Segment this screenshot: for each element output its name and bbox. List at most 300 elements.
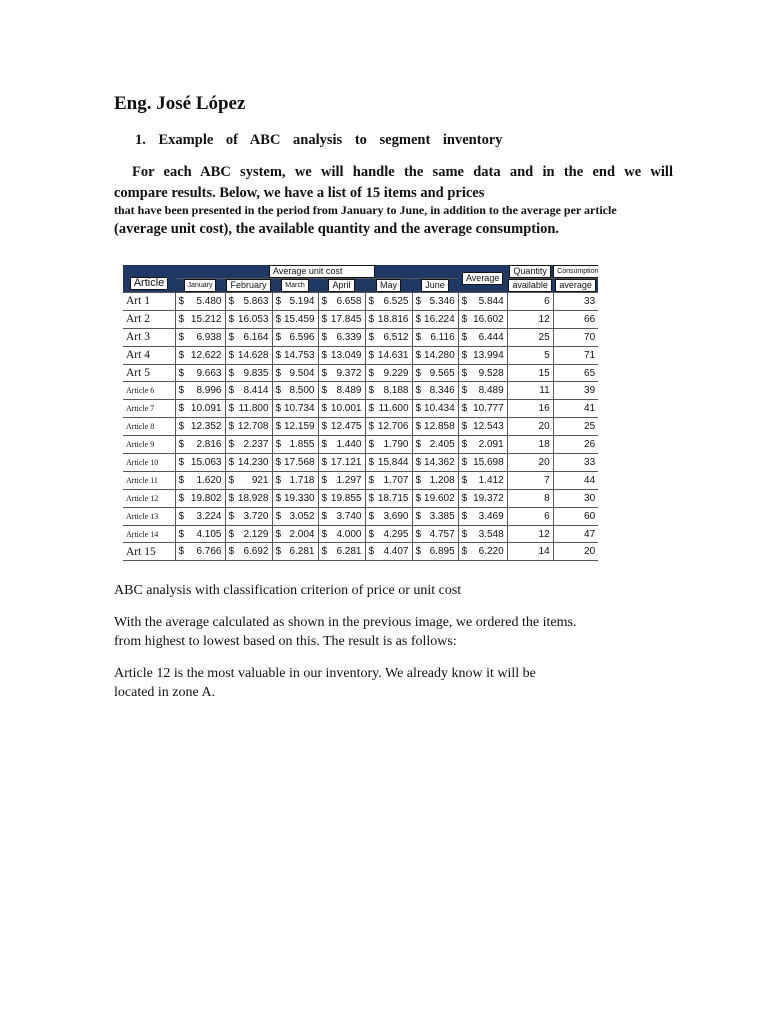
currency-symbol: $ [318,346,327,364]
table-row [123,489,598,507]
quantity-available-cell: 20 [507,418,553,436]
monthly-cost-cell: 17.845 [327,310,365,328]
currency-symbol: $ [272,454,281,472]
currency-symbol: $ [318,525,327,543]
currency-symbol: $ [365,489,374,507]
average-consumption-cell: 20 [553,543,598,561]
currency-symbol: $ [175,293,184,311]
monthly-cost-cell: 18.816 [374,310,412,328]
currency-symbol: $ [412,489,421,507]
monthly-cost-cell: 3.690 [374,507,412,525]
currency-symbol: $ [272,382,281,400]
currency-symbol: $ [175,400,184,418]
currency-symbol: $ [458,418,467,436]
currency-symbol: $ [318,364,327,382]
currency-symbol: $ [318,328,327,346]
intro-line-2: compare results. Below, we have a list of 15 items and prices [114,185,485,201]
currency-symbol: $ [175,418,184,436]
average-cost-cell: 19.372 [467,489,507,507]
table-row [123,293,598,311]
header-article: Article [130,277,169,290]
header-avg-unit-cost: Average unit cost [269,265,375,278]
currency-symbol: $ [458,436,467,454]
monthly-cost-cell: 8.414 [234,382,272,400]
currency-symbol: $ [412,507,421,525]
paragraph-article-12-line-1: Article 12 is the most valuable in our inventory. We already know it will be [114,666,536,681]
currency-symbol: $ [458,489,467,507]
month-header-feb: February [226,279,270,292]
monthly-cost-cell: 8.188 [374,382,412,400]
average-consumption-cell: 41 [553,400,598,418]
currency-symbol: $ [365,543,374,561]
header-consumption-avg-cell [553,279,598,293]
currency-symbol: $ [458,382,467,400]
table-row [123,364,598,382]
currency-symbol: $ [272,418,281,436]
month-header-cell [412,279,458,293]
currency-symbol: $ [175,328,184,346]
monthly-cost-cell: 9.229 [374,364,412,382]
table-row [123,471,598,489]
table-row [123,543,598,561]
month-header-mar: March [281,279,308,292]
monthly-cost-cell: 6.512 [374,328,412,346]
inventory-table-figure [123,265,599,558]
currency-symbol: $ [318,418,327,436]
currency-symbol: $ [225,543,234,561]
monthly-cost-cell: 18.928 [234,489,272,507]
average-consumption-cell: 66 [553,310,598,328]
currency-symbol: $ [365,418,374,436]
table-row [123,400,598,418]
monthly-cost-cell: 15.063 [184,454,225,472]
month-header-cell [272,279,318,293]
currency-symbol: $ [175,471,184,489]
currency-symbol: $ [175,436,184,454]
currency-symbol: $ [365,293,374,311]
monthly-cost-cell: 8.346 [421,382,458,400]
currency-symbol: $ [318,489,327,507]
monthly-cost-cell: 6.164 [234,328,272,346]
article-name-cell: Art 5 [123,364,175,382]
quantity-available-cell: 6 [507,293,553,311]
currency-symbol: $ [412,454,421,472]
currency-symbol: $ [365,346,374,364]
monthly-cost-cell: 11.600 [374,400,412,418]
currency-symbol: $ [272,346,281,364]
average-cost-cell: 13.994 [467,346,507,364]
article-name-cell: Art 3 [123,328,175,346]
monthly-cost-cell: 14.280 [421,346,458,364]
header-average-cell [458,265,507,293]
monthly-cost-cell: 6.692 [234,543,272,561]
currency-symbol: $ [318,293,327,311]
quantity-available-cell: 5 [507,346,553,364]
currency-symbol: $ [412,364,421,382]
monthly-cost-cell: 2.004 [281,525,318,543]
quantity-available-cell: 8 [507,489,553,507]
currency-symbol: $ [175,454,184,472]
monthly-cost-cell: 6.766 [184,543,225,561]
paragraph-ordering [114,613,634,651]
currency-symbol: $ [272,525,281,543]
monthly-cost-cell: 3.052 [281,507,318,525]
article-name-cell: Article 9 [123,436,175,454]
monthly-cost-cell: 14.753 [281,346,318,364]
article-name-cell: Article 10 [123,454,175,472]
monthly-cost-cell: 12.858 [421,418,458,436]
table-row [123,418,598,436]
currency-symbol: $ [412,346,421,364]
average-consumption-cell: 60 [553,507,598,525]
monthly-cost-cell: 3.720 [234,507,272,525]
currency-symbol: $ [412,471,421,489]
article-name-cell: Article 8 [123,418,175,436]
table-row [123,507,598,525]
monthly-cost-cell: 10.001 [327,400,365,418]
currency-symbol: $ [365,525,374,543]
monthly-cost-cell: 4.105 [184,525,225,543]
average-cost-cell: 15.698 [467,454,507,472]
quantity-available-cell: 25 [507,328,553,346]
monthly-cost-cell: 14.362 [421,454,458,472]
month-header-jan: January [184,279,217,292]
currency-symbol: $ [175,525,184,543]
currency-symbol: $ [458,346,467,364]
average-consumption-cell: 33 [553,293,598,311]
monthly-cost-cell: 1.620 [184,471,225,489]
monthly-cost-cell: 18.715 [374,489,412,507]
currency-symbol: $ [365,436,374,454]
monthly-cost-cell: 1.707 [374,471,412,489]
currency-symbol: $ [225,293,234,311]
average-cost-cell: 16.602 [467,310,507,328]
article-name-cell: Article 14 [123,525,175,543]
currency-symbol: $ [175,507,184,525]
article-name-cell: Article 7 [123,400,175,418]
monthly-cost-cell: 10.734 [281,400,318,418]
monthly-cost-cell: 8.996 [184,382,225,400]
monthly-cost-cell: 16.053 [234,310,272,328]
currency-symbol: $ [458,543,467,561]
currency-symbol: $ [412,293,421,311]
table-row [123,454,598,472]
currency-symbol: $ [272,436,281,454]
monthly-cost-cell: 15.844 [374,454,412,472]
average-consumption-cell: 26 [553,436,598,454]
currency-symbol: $ [225,418,234,436]
header-consumption-cell [553,265,598,279]
currency-symbol: $ [175,346,184,364]
average-cost-cell: 3.469 [467,507,507,525]
monthly-cost-cell: 2.816 [184,436,225,454]
article-name-cell: Art 2 [123,310,175,328]
monthly-cost-cell: 3.224 [184,507,225,525]
currency-symbol: $ [225,364,234,382]
monthly-cost-cell: 19.802 [184,489,225,507]
monthly-cost-cell: 6.938 [184,328,225,346]
article-name-cell: Article 13 [123,507,175,525]
quantity-available-cell: 15 [507,364,553,382]
monthly-cost-cell: 6.596 [281,328,318,346]
monthly-cost-cell: 14.628 [234,346,272,364]
currency-symbol: $ [318,310,327,328]
monthly-cost-cell: 1.718 [281,471,318,489]
month-header-cell [365,279,412,293]
quantity-available-cell: 6 [507,507,553,525]
monthly-cost-cell: 8.489 [327,382,365,400]
currency-symbol: $ [412,382,421,400]
monthly-cost-cell: 5.480 [184,293,225,311]
article-name-cell: Article 12 [123,489,175,507]
currency-symbol: $ [365,382,374,400]
monthly-cost-cell: 4.407 [374,543,412,561]
currency-symbol: $ [458,364,467,382]
currency-symbol: $ [412,525,421,543]
currency-symbol: $ [225,454,234,472]
intro-line-1: For each ABC system, we will handle the same data and in the end we will [132,164,673,180]
monthly-cost-cell: 1.440 [327,436,365,454]
quantity-available-cell: 16 [507,400,553,418]
header-avg-unit-cost-cell [175,265,458,279]
section-subtitle: ABC analysis with classification criterion of price or unit cost [114,583,462,598]
author-name: Eng. José López [114,93,246,114]
inventory-table [123,265,598,561]
currency-symbol: $ [318,454,327,472]
paragraph-article-12 [114,664,634,702]
currency-symbol: $ [272,310,281,328]
average-cost-cell: 10.777 [467,400,507,418]
currency-symbol: $ [272,293,281,311]
monthly-cost-cell: 6.658 [327,293,365,311]
monthly-cost-cell: 9.835 [234,364,272,382]
currency-symbol: $ [412,436,421,454]
currency-symbol: $ [225,471,234,489]
currency-symbol: $ [225,400,234,418]
currency-symbol: $ [225,507,234,525]
monthly-cost-cell: 8.500 [281,382,318,400]
monthly-cost-cell: 10.434 [421,400,458,418]
table-row [123,436,598,454]
monthly-cost-cell: 12.352 [184,418,225,436]
monthly-cost-cell: 17.568 [281,454,318,472]
quantity-available-cell: 12 [507,525,553,543]
monthly-cost-cell: 4.295 [374,525,412,543]
average-consumption-cell: 39 [553,382,598,400]
currency-symbol: $ [365,454,374,472]
article-name-cell: Art 4 [123,346,175,364]
currency-symbol: $ [458,454,467,472]
month-header-cell [175,279,225,293]
average-consumption-cell: 71 [553,346,598,364]
average-cost-cell: 6.220 [467,543,507,561]
monthly-cost-cell: 14.230 [234,454,272,472]
monthly-cost-cell: 12.708 [234,418,272,436]
intro-line-3: that have been presented in the period from January to June, in addition to the average per article [114,203,617,217]
currency-symbol: $ [318,507,327,525]
currency-symbol: $ [365,310,374,328]
article-name-cell: Art 15 [123,543,175,561]
monthly-cost-cell: 15.459 [281,310,318,328]
header-quantity: Quantity [509,265,551,278]
monthly-cost-cell: 19.330 [281,489,318,507]
monthly-cost-cell: 2.405 [421,436,458,454]
average-cost-cell: 6.444 [467,328,507,346]
monthly-cost-cell: 11.800 [234,400,272,418]
currency-symbol: $ [365,400,374,418]
table-row [123,346,598,364]
monthly-cost-cell: 2.237 [234,436,272,454]
intro-line-4: (average unit cost), the available quantity and the average consumption. [114,221,560,237]
table-body [123,293,598,561]
monthly-cost-cell: 5.194 [281,293,318,311]
monthly-cost-cell: 5.863 [234,293,272,311]
paragraph-article-12-line-2: located in zone A. [114,685,216,700]
average-cost-cell: 12.543 [467,418,507,436]
currency-symbol: $ [318,471,327,489]
monthly-cost-cell: 5.346 [421,293,458,311]
monthly-cost-cell: 1.297 [327,471,365,489]
currency-symbol: $ [412,543,421,561]
currency-symbol: $ [365,364,374,382]
currency-symbol: $ [225,489,234,507]
currency-symbol: $ [318,436,327,454]
average-consumption-cell: 70 [553,328,598,346]
currency-symbol: $ [272,328,281,346]
quantity-available-cell: 12 [507,310,553,328]
currency-symbol: $ [412,310,421,328]
currency-symbol: $ [458,310,467,328]
currency-symbol: $ [175,364,184,382]
average-cost-cell: 3.548 [467,525,507,543]
monthly-cost-cell: 12.475 [327,418,365,436]
monthly-cost-cell: 6.281 [281,543,318,561]
average-consumption-cell: 44 [553,471,598,489]
monthly-cost-cell: 9.372 [327,364,365,382]
currency-symbol: $ [272,471,281,489]
currency-symbol: $ [365,507,374,525]
monthly-cost-cell: 13.049 [327,346,365,364]
monthly-cost-cell: 3.740 [327,507,365,525]
monthly-cost-cell: 12.706 [374,418,412,436]
currency-symbol: $ [272,489,281,507]
header-article-cell [123,265,175,293]
monthly-cost-cell: 9.565 [421,364,458,382]
table-row [123,328,598,346]
monthly-cost-cell: 9.663 [184,364,225,382]
average-consumption-cell: 65 [553,364,598,382]
table-row [123,525,598,543]
monthly-cost-cell: 6.339 [327,328,365,346]
currency-symbol: $ [412,328,421,346]
monthly-cost-cell: 12.159 [281,418,318,436]
average-consumption-cell: 47 [553,525,598,543]
monthly-cost-cell: 6.281 [327,543,365,561]
currency-symbol: $ [272,364,281,382]
monthly-cost-cell: 6.895 [421,543,458,561]
currency-symbol: $ [458,293,467,311]
currency-symbol: $ [175,382,184,400]
currency-symbol: $ [225,525,234,543]
month-header-jun: June [421,279,449,292]
table-header-row-1 [123,265,598,279]
currency-symbol: $ [458,471,467,489]
monthly-cost-cell: 1.855 [281,436,318,454]
quantity-available-cell: 18 [507,436,553,454]
paragraph-ordering-line-1: With the average calculated as shown in the previous image, we ordered the items. [114,615,577,630]
currency-symbol: $ [225,310,234,328]
monthly-cost-cell: 12.622 [184,346,225,364]
currency-symbol: $ [225,436,234,454]
month-header-cell [318,279,365,293]
currency-symbol: $ [318,543,327,561]
table-row [123,310,598,328]
currency-symbol: $ [175,310,184,328]
currency-symbol: $ [225,328,234,346]
header-quantity-cell [507,265,553,279]
currency-symbol: $ [318,400,327,418]
month-header-may: May [376,279,401,292]
currency-symbol: $ [365,328,374,346]
currency-symbol: $ [272,543,281,561]
average-consumption-cell: 25 [553,418,598,436]
monthly-cost-cell: 1.208 [421,471,458,489]
currency-symbol: $ [458,507,467,525]
section-heading: 1. Example of ABC analysis to segment inventory [135,132,503,148]
header-available: available [508,279,552,292]
article-name-cell: Article 6 [123,382,175,400]
monthly-cost-cell: 2.129 [234,525,272,543]
currency-symbol: $ [318,382,327,400]
monthly-cost-cell: 6.525 [374,293,412,311]
header-consumption-avg: average [555,279,596,292]
table-row [123,382,598,400]
quantity-available-cell: 7 [507,471,553,489]
average-cost-cell: 2.091 [467,436,507,454]
monthly-cost-cell: 17.121 [327,454,365,472]
monthly-cost-cell: 3.385 [421,507,458,525]
average-consumption-cell: 30 [553,489,598,507]
monthly-cost-cell: 9.504 [281,364,318,382]
header-average: Average [462,272,503,285]
average-cost-cell: 5.844 [467,293,507,311]
average-cost-cell: 9.528 [467,364,507,382]
monthly-cost-cell: 19.602 [421,489,458,507]
monthly-cost-cell: 921 [234,471,272,489]
currency-symbol: $ [412,418,421,436]
average-cost-cell: 1.412 [467,471,507,489]
currency-symbol: $ [225,382,234,400]
monthly-cost-cell: 1.790 [374,436,412,454]
monthly-cost-cell: 16.224 [421,310,458,328]
paragraph-ordering-line-2: from highest to lowest based on this. The result is as follows: [114,634,457,649]
monthly-cost-cell: 10.091 [184,400,225,418]
currency-symbol: $ [272,507,281,525]
currency-symbol: $ [175,489,184,507]
monthly-cost-cell: 4.000 [327,525,365,543]
monthly-cost-cell: 6.116 [421,328,458,346]
monthly-cost-cell: 4.757 [421,525,458,543]
currency-symbol: $ [272,400,281,418]
average-cost-cell: 8.489 [467,382,507,400]
currency-symbol: $ [175,543,184,561]
monthly-cost-cell: 19.855 [327,489,365,507]
article-name-cell: Article 11 [123,471,175,489]
currency-symbol: $ [412,400,421,418]
currency-symbol: $ [365,471,374,489]
quantity-available-cell: 11 [507,382,553,400]
currency-symbol: $ [458,400,467,418]
